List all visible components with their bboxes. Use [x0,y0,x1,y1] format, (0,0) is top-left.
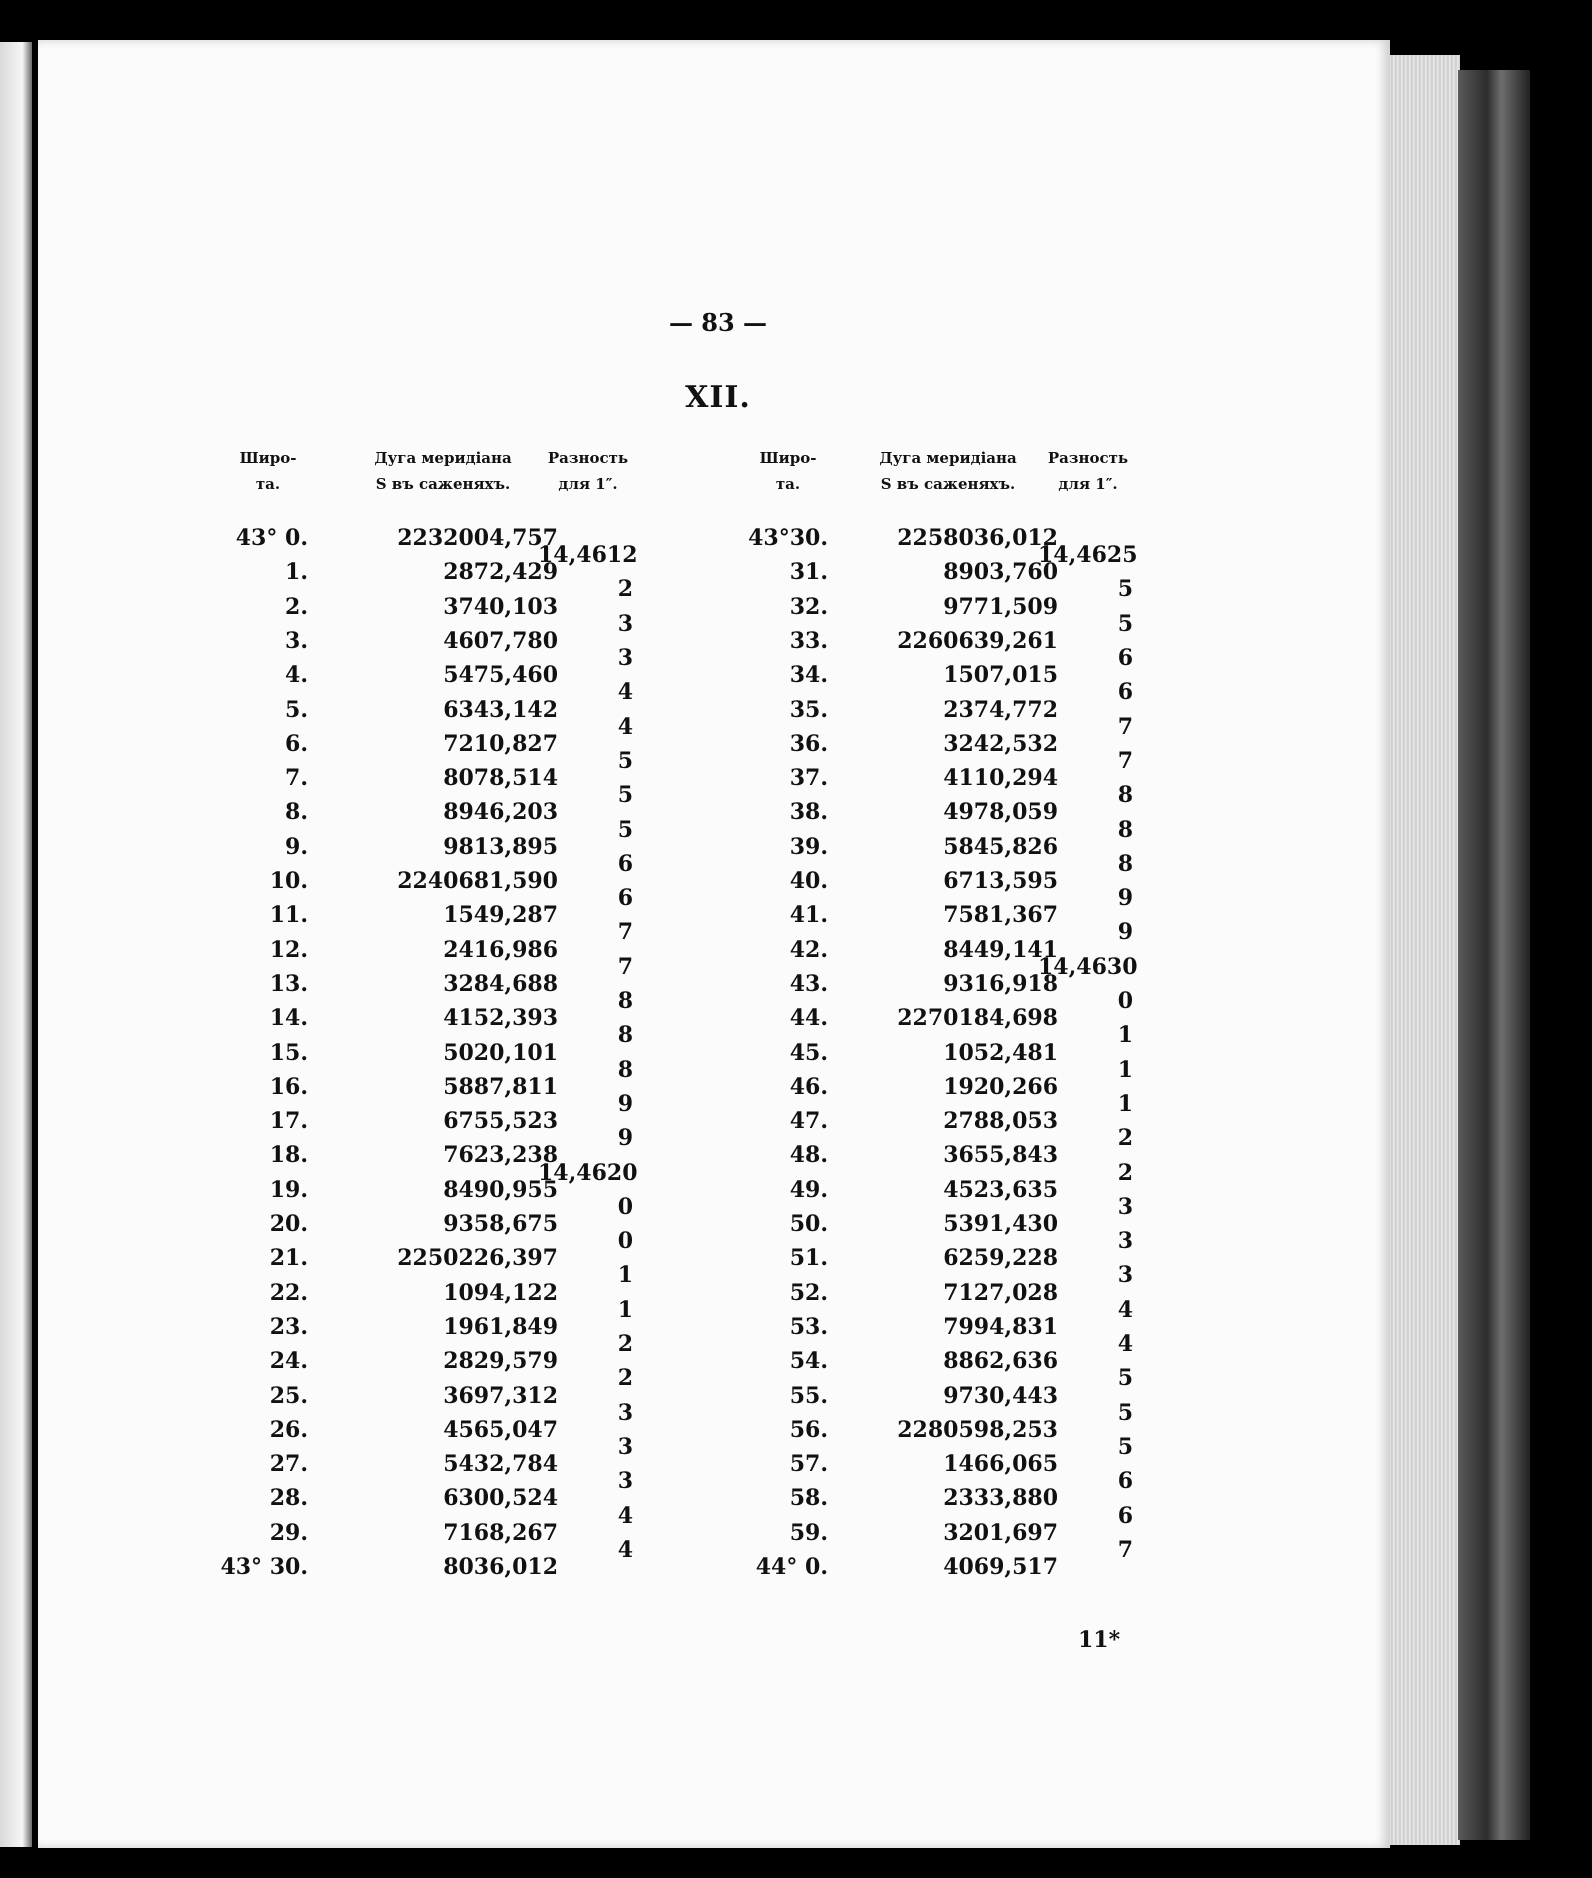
right-table-row [38,1040,1338,1074]
left-latitude-cell: 17. [269,1108,308,1135]
right-difference-cell: 6 [1117,679,1133,706]
left-header-arc-line1: Дуга меридіана [374,449,512,467]
left-latitude-cell: 25. [269,1382,308,1409]
right-header-latitude-line2: та. [775,475,801,493]
left-difference-cell: 4 [617,1536,633,1563]
page-number: — 83 — [668,308,768,337]
right-arc-cell: 4978,059 [943,799,1058,826]
left-difference-cell: 2 [617,576,633,603]
right-table-row [38,697,1338,731]
left-latitude-cell: 29. [269,1519,308,1546]
left-difference-cell: 6 [617,850,633,877]
right-difference-cell: 2 [1117,1125,1133,1152]
right-arc-cell: 7994,831 [943,1313,1058,1340]
left-difference-cell: 3 [617,1433,633,1460]
left-latitude-cell: 7. [285,765,308,792]
right-latitude-cell: 45. [789,1039,828,1066]
left-arc-cell: 8036,012 [443,1554,558,1580]
right-latitude-cell: 50. [789,1211,828,1237]
left-latitude-cell: 14. [269,1005,308,1032]
right-latitude-cell: 40. [789,868,828,894]
left-difference-cell: 3 [617,1468,633,1495]
left-latitude-cell: 43° 0. [235,525,308,551]
right-difference-cell: 2 [1117,1159,1133,1186]
left-arc-cell: 2872,429 [443,559,558,586]
right-header-arc-line2: S въ саженяхъ. [880,475,1016,493]
left-arc-cell: 6343,142 [443,696,558,723]
right-latitude-cell: 44° 0. [755,1554,828,1580]
right-arc-cell: 9771,509 [943,593,1058,620]
left-arc-cell: 4152,393 [443,1005,558,1032]
left-difference-cell: 9 [617,1090,633,1117]
left-difference-cell: 1 [617,1262,633,1289]
left-arc-cell: 7210,827 [443,730,558,757]
right-arc-cell: 8449,141 [943,936,1058,963]
right-header-diff-line1: Разность [1047,449,1129,467]
left-latitude-cell: 22. [269,1279,308,1306]
right-latitude-cell: 54. [789,1348,828,1375]
right-latitude-cell: 59. [789,1519,828,1546]
right-latitude-cell: 46. [789,1073,828,1100]
right-arc-cell: 1920,266 [943,1073,1058,1100]
left-arc-cell: 3284,688 [443,970,558,997]
right-arc-cell: 1052,481 [943,1039,1058,1066]
right-difference-cell: 8 [1117,782,1133,809]
right-table-row [38,1485,1338,1519]
left-difference-cell: 9 [617,1125,633,1152]
right-table-row [38,1348,1338,1382]
right-table-row [38,1142,1338,1176]
left-latitude-cell: 43° 30. [220,1554,308,1580]
left-latitude-cell: 15. [269,1039,308,1066]
right-table-row [38,1417,1338,1451]
right-table-row [38,628,1338,662]
right-table-row [38,1554,1338,1588]
right-table-row [38,971,1338,1005]
right-arc-cell: 1466,065 [943,1451,1058,1478]
right-arc-cell: 8903,760 [943,559,1058,586]
right-arc-cell: 3201,697 [943,1519,1058,1546]
left-header-arc [353,445,533,497]
printer-signature-mark: 11* [1078,1627,1121,1653]
left-latitude-cell: 5. [285,696,308,723]
left-difference-cell: 7 [617,919,633,946]
right-arc-cell: 7581,367 [943,902,1058,929]
right-table-row [38,662,1338,696]
right-header-latitude-line1: Широ- [759,449,817,467]
right-latitude-cell: 53. [789,1313,828,1340]
right-table-row [38,559,1338,593]
right-latitude-cell: 43°30. [748,525,828,551]
right-difference-cell: 0 [1117,988,1133,1015]
left-difference-cell: 8 [617,1022,633,1049]
right-table-row [38,937,1338,971]
left-difference-cell: 8 [617,988,633,1015]
left-arc-cell: 5475,460 [443,662,558,689]
right-arc-cell: 4069,517 [943,1554,1058,1580]
right-latitude-cell: 43. [789,970,828,997]
left-difference-cell: 8 [617,1056,633,1083]
left-arc-cell: 1961,849 [443,1313,558,1340]
right-arc-cell: 1507,015 [943,662,1058,689]
right-arc-cell: 3242,532 [943,730,1058,757]
left-difference-cell: 4 [617,1502,633,1529]
left-latitude-cell: 8. [285,799,308,826]
right-difference-cell: 8 [1117,850,1133,877]
right-latitude-cell: 47. [789,1108,828,1135]
right-table-row [38,1520,1338,1554]
left-latitude-cell: 3. [285,627,308,654]
left-latitude-cell: 13. [269,970,308,997]
right-arc-cell: 2788,053 [943,1108,1058,1135]
right-latitude-cell: 37. [789,765,828,792]
left-latitude-cell: 28. [269,1485,308,1512]
right-difference-cell: 6 [1117,645,1133,672]
left-arc-cell: 9358,675 [443,1211,558,1237]
left-arc-cell: 2240681,590 [397,868,558,894]
left-arc-cell: 5020,101 [443,1039,558,1066]
right-difference-cell: 5 [1117,576,1133,603]
left-difference-cell: 0 [617,1228,633,1255]
right-difference-cell: 5 [1117,610,1133,637]
right-latitude-cell: 57. [789,1451,828,1478]
left-difference-cell: 5 [617,747,633,774]
right-latitude-cell: 39. [789,833,828,860]
left-latitude-cell: 20. [269,1211,308,1237]
right-difference-cell: 6 [1117,1502,1133,1529]
right-difference-cell: 1 [1117,1022,1133,1049]
left-difference-cell: 4 [617,713,633,740]
left-difference-cell: 4 [617,679,633,706]
right-difference-cell: 5 [1117,1399,1133,1426]
right-table-row [38,1314,1338,1348]
right-header-arc [858,445,1038,497]
left-arc-cell: 3740,103 [443,593,558,620]
right-latitude-cell: 34. [789,662,828,689]
left-arc-cell: 4565,047 [443,1416,558,1443]
right-table-row [38,1383,1338,1417]
right-difference-cell: 3 [1117,1228,1133,1255]
right-table-row [38,1177,1338,1211]
right-latitude-cell: 51. [789,1245,828,1272]
right-arc-cell: 9316,918 [943,970,1058,997]
right-difference-cell: 1 [1117,1090,1133,1117]
right-table-row [38,799,1338,833]
right-table-row [38,834,1338,868]
right-arc-cell: 6259,228 [943,1245,1058,1272]
left-arc-cell: 5432,784 [443,1451,558,1478]
right-difference-cell: 3 [1117,1262,1133,1289]
left-arc-cell: 2416,986 [443,936,558,963]
right-header-latitude [753,445,823,497]
left-difference-cell: 3 [617,645,633,672]
left-arc-cell: 7168,267 [443,1519,558,1546]
right-latitude-cell: 32. [789,593,828,620]
left-arc-cell: 1094,122 [443,1279,558,1306]
right-table-row [38,731,1338,765]
left-header-latitude-line2: та. [255,475,281,493]
right-table-row [38,594,1338,628]
previous-page-edge [0,42,32,1847]
left-latitude-cell: 18. [269,1142,308,1169]
right-header-diff-line2: для 1″. [1058,475,1118,493]
right-difference-cell: 14,4630 [1038,953,1138,980]
left-difference-cell: 7 [617,953,633,980]
left-header-latitude [233,445,303,497]
right-arc-cell: 5845,826 [943,833,1058,860]
left-arc-cell: 2232004,757 [397,525,558,551]
left-difference-cell: 5 [617,816,633,843]
left-difference-cell: 14,4612 [538,542,638,569]
left-arc-cell: 6300,524 [443,1485,558,1512]
left-arc-cell: 8078,514 [443,765,558,792]
left-header-diff-line2: для 1″. [558,475,618,493]
left-arc-cell: 5887,811 [443,1073,558,1100]
left-latitude-cell: 12. [269,936,308,963]
book-page [38,40,1390,1848]
left-header-arc-line2: S въ саженяхъ. [375,475,511,493]
left-difference-cell: 6 [617,885,633,912]
right-latitude-cell: 58. [789,1485,828,1512]
left-difference-cell: 3 [617,1399,633,1426]
section-title: XII. [685,380,751,415]
left-difference-cell: 2 [617,1331,633,1358]
right-difference-cell: 1 [1117,1056,1133,1083]
right-difference-cell: 5 [1117,1433,1133,1460]
left-difference-cell: 5 [617,782,633,809]
right-table-row [38,525,1338,559]
right-arc-cell: 2374,772 [943,696,1058,723]
left-latitude-cell: 9. [285,833,308,860]
left-header-latitude-line1: Широ- [239,449,297,467]
right-latitude-cell: 35. [789,696,828,723]
right-arc-cell: 2258036,012 [897,525,1058,551]
right-table-row [38,902,1338,936]
left-arc-cell: 6755,523 [443,1108,558,1135]
right-table-row [38,1074,1338,1108]
right-arc-cell: 2260639,261 [897,627,1058,654]
right-latitude-cell: 49. [789,1176,828,1203]
right-arc-cell: 8862,636 [943,1348,1058,1375]
right-header-diff [1038,445,1138,497]
left-arc-cell: 2829,579 [443,1348,558,1375]
left-latitude-cell: 16. [269,1073,308,1100]
left-latitude-cell: 23. [269,1313,308,1340]
right-arc-cell: 7127,028 [943,1279,1058,1306]
left-latitude-cell: 19. [269,1176,308,1203]
right-latitude-cell: 36. [789,730,828,757]
left-latitude-cell: 26. [269,1416,308,1443]
right-latitude-cell: 44. [789,1005,828,1032]
right-arc-cell: 5391,430 [943,1211,1058,1237]
right-latitude-cell: 48. [789,1142,828,1169]
left-arc-cell: 1549,287 [443,902,558,929]
left-difference-cell: 2 [617,1365,633,1392]
left-latitude-cell: 10. [269,868,308,894]
right-table-row [38,1245,1338,1279]
right-difference-cell: 7 [1117,1536,1133,1563]
right-table-row [38,1211,1338,1245]
left-latitude-cell: 4. [285,662,308,689]
right-arc-cell: 4523,635 [943,1176,1058,1203]
right-arc-cell: 3655,843 [943,1142,1058,1169]
left-latitude-cell: 27. [269,1451,308,1478]
left-arc-cell: 8490,955 [443,1176,558,1203]
right-header-arc-line1: Дуга меридіана [879,449,1017,467]
right-arc-cell: 9730,443 [943,1382,1058,1409]
right-difference-cell: 3 [1117,1193,1133,1220]
right-latitude-cell: 56. [789,1416,828,1443]
page-block-edges [1388,55,1460,1845]
right-table-row [38,1451,1338,1485]
left-latitude-cell: 1. [285,559,308,586]
right-latitude-cell: 55. [789,1382,828,1409]
left-latitude-cell: 2. [285,593,308,620]
right-difference-cell: 9 [1117,885,1133,912]
left-header-diff-line1: Разность [547,449,629,467]
right-table-row [38,1280,1338,1314]
right-difference-cell: 4 [1117,1331,1133,1358]
left-arc-cell: 3697,312 [443,1382,558,1409]
right-difference-cell: 7 [1117,713,1133,740]
right-latitude-cell: 33. [789,627,828,654]
right-difference-cell: 5 [1117,1365,1133,1392]
right-latitude-cell: 42. [789,936,828,963]
right-difference-cell: 8 [1117,816,1133,843]
right-arc-cell: 4110,294 [943,765,1058,792]
right-table-row [38,1108,1338,1142]
right-difference-cell: 4 [1117,1296,1133,1323]
right-latitude-cell: 41. [789,902,828,929]
right-table-row [38,765,1338,799]
right-arc-cell: 2280598,253 [897,1416,1058,1443]
right-latitude-cell: 31. [789,559,828,586]
right-difference-cell: 7 [1117,747,1133,774]
left-arc-cell: 4607,780 [443,627,558,654]
left-latitude-cell: 21. [269,1245,308,1272]
left-header-diff [538,445,638,497]
left-difference-cell: 1 [617,1296,633,1323]
right-arc-cell: 2270184,698 [897,1005,1058,1032]
left-latitude-cell: 24. [269,1348,308,1375]
left-difference-cell: 14,4620 [538,1159,638,1186]
left-difference-cell: 0 [617,1193,633,1220]
left-latitude-cell: 11. [269,902,308,929]
right-difference-cell: 6 [1117,1468,1133,1495]
left-latitude-cell: 6. [285,730,308,757]
left-arc-cell: 8946,203 [443,799,558,826]
right-arc-cell: 6713,595 [943,868,1058,894]
right-latitude-cell: 38. [789,799,828,826]
right-table-row [38,1005,1338,1039]
left-difference-cell: 3 [617,610,633,637]
right-table-row [38,868,1338,902]
left-arc-cell: 2250226,397 [397,1245,558,1272]
right-latitude-cell: 52. [789,1279,828,1306]
book-cover-edge [1458,70,1530,1840]
left-arc-cell: 9813,895 [443,833,558,860]
right-arc-cell: 2333,880 [943,1485,1058,1512]
right-difference-cell: 14,4625 [1038,542,1138,569]
right-difference-cell: 9 [1117,919,1133,946]
left-arc-cell: 7623,238 [443,1142,558,1169]
